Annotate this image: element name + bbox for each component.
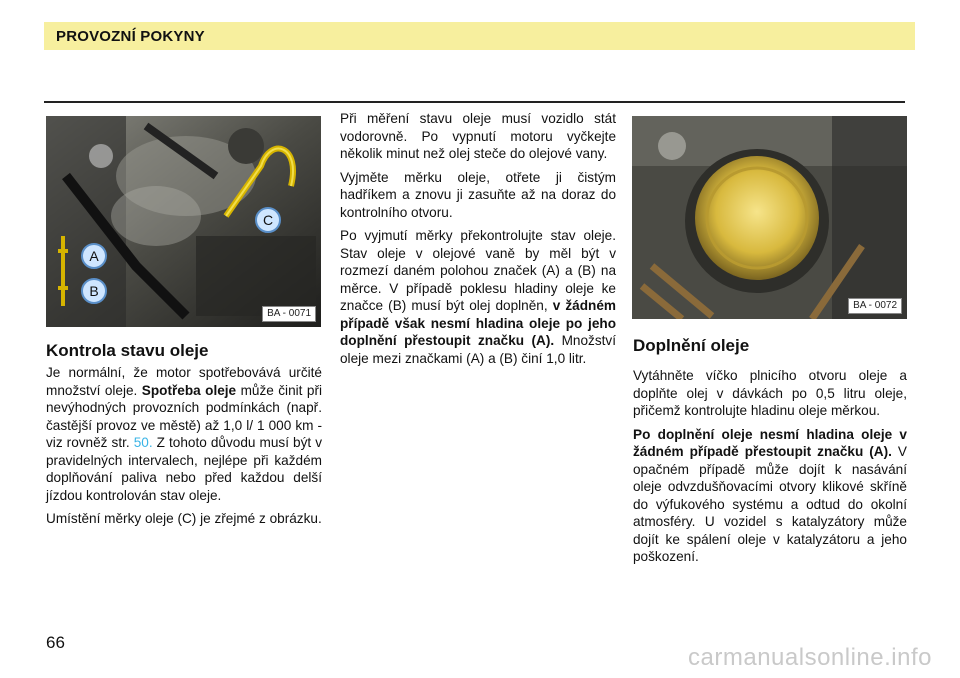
header-bar: [44, 22, 915, 50]
oil-check-paragraph-2: Umístění měrky oleje (C) je zřejmé z obrázku.: [46, 511, 322, 526]
oil-refill-paragraph-2: Po doplnění oleje nesmí hladina oleje v žádném případě přestoupit značku (A). V opačném případě může dojít k nasávání oleje odvzdušňovacími otvory klikové skříně do výfukového systému a odtud do okolní atmosféry. U vozidel s katalyzátory může dojít ke spálení oleje v katalyzátoru a jeho poškození.: [633, 426, 907, 564]
section-title-oil-refill: Doplnění oleje: [633, 336, 750, 355]
header-title: PROVOZNÍ POKYNY: [56, 28, 205, 45]
oil-refill-text: [633, 367, 907, 572]
callout-b: B: [89, 283, 99, 299]
measurement-text: [340, 110, 616, 373]
page-number: 66: [46, 633, 65, 652]
section-title-oil-check: Kontrola stavu oleje: [46, 341, 209, 360]
measurement-paragraph-2: Vyjměte měrku oleje, otřete ji čistým hadříkem a znovu ji zasuňte až na doraz do kontrolního otvoru.: [340, 169, 616, 220]
measurement-paragraph-1: Při měření stavu oleje musí vozidlo stát vodorovně. Po vypnutí motoru vyčkejte několik minut než olej steče do olejové vany.: [340, 111, 616, 161]
figure-reference-right: BA - 0072: [848, 298, 902, 314]
dipstick-photo: [46, 116, 321, 327]
callout-c: C: [262, 212, 274, 228]
oil-check-text: [46, 364, 322, 534]
oil-refill-paragraph-1: Vytáhněte víčko plnicího otvoru oleje a doplňte olej v dávkách po 0,5 litru oleje, přičemž kontrolujte hladinu oleje měrkou.: [633, 368, 907, 418]
horizontal-rule: [44, 101, 905, 103]
oil-check-paragraph-1: Je normální, že motor spotřebovává určité množství oleje. Spotřeba oleje může činit při nevýhodných provozních podmínkách (např. častější provoz ve městě) až 1,0 l/ 1 000 km - viz rovněž str. 50. Z tohoto důvodu musí být v pravidelných intervalech, nejlépe při každém doplňování paliva nebo před každou delší jízdou kontrolován stav oleje.: [46, 365, 322, 503]
callout-a: A: [89, 248, 99, 264]
measurement-paragraph-3: Po vyjmutí měrky překontrolujte stav oleje. Stav oleje v olejové vaně by měl být v rozmezí daném polohou značek (A) a (B) na měrce. V případě poklesu hladiny oleje ke značce (B) musí být olej doplněn, v žádném případě však nesmí hladina oleje po jeho doplnění přestoupit značku (A). Množství oleje mezi značkami (A) a (B) činí 1,0 litr.: [340, 228, 616, 366]
watermark: carmanualsonline.info: [688, 644, 932, 671]
figure-reference-left: BA - 0071: [262, 306, 316, 322]
page-link-50[interactable]: 50.: [133, 435, 153, 450]
oil-cap-photo: [632, 116, 907, 319]
